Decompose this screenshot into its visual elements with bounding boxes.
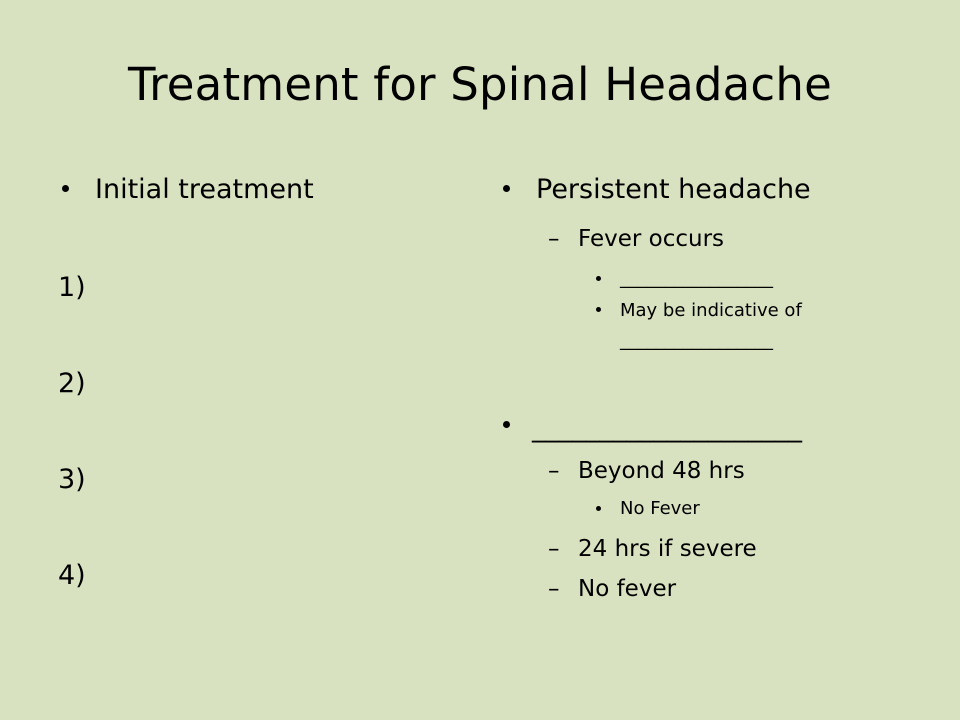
list-item: 1) [58, 272, 86, 303]
bullet-dot-icon [596, 276, 601, 281]
bullet-dot-icon [503, 421, 510, 428]
detail-item: No Fever [620, 498, 700, 519]
dash-icon: – [548, 536, 560, 562]
list-item: 3) [58, 464, 86, 495]
bullet-dot-icon [503, 185, 510, 192]
slide-title: Treatment for Spinal Headache [128, 58, 832, 111]
list-item: 2) [58, 368, 86, 399]
initial-treatment-heading: Initial treatment [95, 174, 314, 205]
sub-item: Fever occurs [578, 226, 725, 252]
dash-icon: – [548, 226, 560, 252]
blank-line: _________________ [620, 330, 773, 351]
bullet-dot-icon [596, 506, 601, 511]
list-item: 4) [58, 560, 86, 591]
blank-heading: ____________________ [532, 412, 802, 443]
persistent-headache-heading: Persistent headache [536, 174, 811, 205]
dash-icon: – [548, 576, 560, 602]
sub-item: Beyond 48 hrs [578, 458, 745, 484]
sub-item: No fever [578, 576, 677, 602]
blank-line: _________________ [620, 268, 773, 289]
sub-item: 24 hrs if severe [578, 536, 757, 562]
bullet-dot-icon [596, 307, 601, 312]
dash-icon: – [548, 458, 560, 484]
detail-item: May be indicative of [620, 300, 802, 321]
